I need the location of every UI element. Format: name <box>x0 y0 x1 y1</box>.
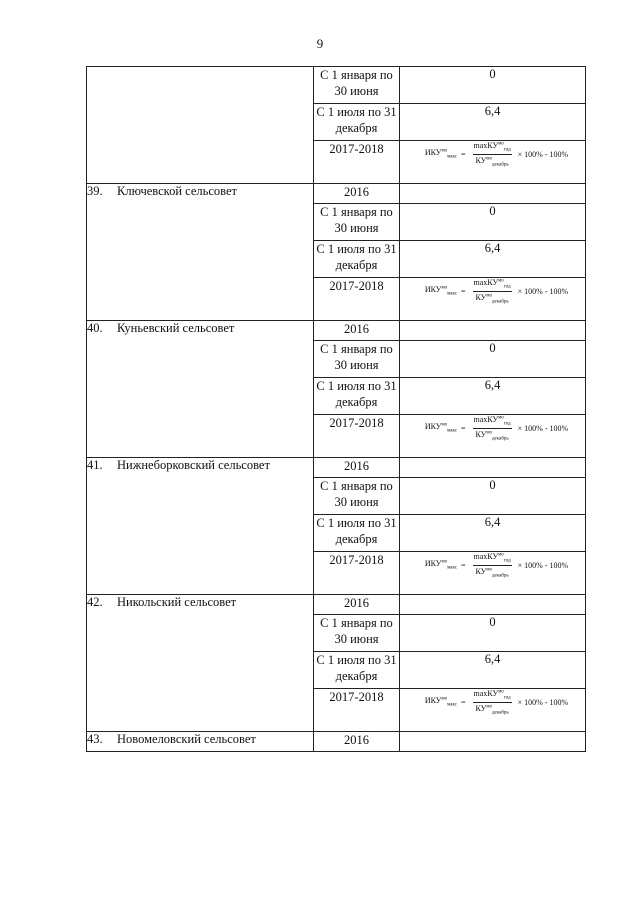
formula-den-main: КУ <box>475 292 487 302</box>
formula-num-sub: год <box>503 695 511 701</box>
formula-fraction <box>473 278 512 304</box>
formula-num-sub: год <box>503 147 511 153</box>
period-cell: 2016 <box>314 732 400 752</box>
period-cell: С 1 июля по 31 декабря <box>314 241 400 278</box>
formula-cell <box>400 278 586 321</box>
index-formula <box>400 415 585 441</box>
period-cell: 2017-2018 <box>314 552 400 595</box>
table-row <box>87 67 586 104</box>
index-formula <box>400 689 585 715</box>
formula-num-sub: год <box>503 421 511 427</box>
table-row <box>87 321 586 341</box>
formula-equals: = <box>461 697 466 707</box>
formula-denominator <box>475 155 508 168</box>
formula-num-main: maxКУ <box>473 278 499 287</box>
formula-den-sub: декабрь <box>492 162 509 168</box>
formula-numerator <box>473 141 512 155</box>
formula-num-main: maxКУ <box>473 141 499 150</box>
period-cell: С 1 января по 30 июня <box>314 478 400 515</box>
value-cell <box>400 184 586 204</box>
formula-lhs-sub: макс <box>447 291 457 297</box>
period-cell: С 1 января по 30 июня <box>314 67 400 104</box>
formula-lhs <box>425 148 457 160</box>
settlement-number: 40. <box>87 321 103 335</box>
value-cell <box>400 321 586 341</box>
table-row <box>87 595 586 615</box>
formula-tail: × 100% - 100% <box>517 149 569 159</box>
formula-den-sup: мо <box>486 292 492 298</box>
formula-num-main: maxКУ <box>473 552 499 561</box>
formula-fraction <box>473 689 512 715</box>
period-cell: 2017-2018 <box>314 278 400 321</box>
formula-lhs <box>425 559 457 571</box>
formula-cell <box>400 552 586 595</box>
formula-lhs <box>425 422 457 434</box>
settlement-name-cell <box>87 732 314 752</box>
value-cell: 0 <box>400 67 586 104</box>
settlement-name-cell <box>87 184 314 321</box>
settlement-name-cell <box>87 321 314 458</box>
period-cell: 2016 <box>314 595 400 615</box>
period-cell: С 1 июля по 31 декабря <box>314 515 400 552</box>
formula-num-sup: мо <box>498 141 504 147</box>
formula-tail: × 100% - 100% <box>517 423 569 433</box>
formula-lhs-sub: макс <box>447 428 457 434</box>
formula-lhs-main: ИКУ <box>424 696 442 706</box>
formula-num-sub: год <box>503 284 511 290</box>
settlement-number: 39. <box>87 184 103 198</box>
period-cell: 2017-2018 <box>314 415 400 458</box>
formula-lhs-main: ИКУ <box>424 148 442 158</box>
value-cell: 6,4 <box>400 378 586 415</box>
formula-cell <box>400 689 586 732</box>
formula-denominator <box>475 703 508 716</box>
formula-den-sub: декабрь <box>492 299 509 305</box>
formula-lhs-sup: мо <box>441 559 448 565</box>
formula-numerator <box>473 415 512 429</box>
formula-den-sub: декабрь <box>492 710 509 716</box>
formula-lhs-sup: мо <box>441 148 448 154</box>
formula-num-sup: мо <box>498 415 504 421</box>
formula-lhs-main: ИКУ <box>424 285 442 295</box>
formula-den-sup: мо <box>486 429 492 435</box>
formula-tail: × 100% - 100% <box>517 560 569 570</box>
formula-fraction <box>473 415 512 441</box>
formula-den-main: КУ <box>475 703 487 713</box>
settlement-number: 42. <box>87 595 103 609</box>
formula-numerator <box>473 552 512 566</box>
period-cell: 2017-2018 <box>314 689 400 732</box>
value-cell: 6,4 <box>400 241 586 278</box>
settlement-name: Нижнеборковский сельсовет <box>117 458 270 472</box>
formula-tail: × 100% - 100% <box>517 697 569 707</box>
formula-den-sub: декабрь <box>492 436 509 442</box>
period-cell: С 1 января по 30 июня <box>314 204 400 241</box>
index-formula <box>400 552 585 578</box>
formula-lhs-sup: мо <box>441 696 448 702</box>
value-cell: 0 <box>400 615 586 652</box>
settlement-name: Никольский сельсовет <box>117 595 237 609</box>
value-cell <box>400 732 586 752</box>
formula-fraction <box>473 552 512 578</box>
value-cell: 6,4 <box>400 652 586 689</box>
formula-numerator <box>473 689 512 703</box>
period-cell: 2017-2018 <box>314 141 400 184</box>
table-row <box>87 458 586 478</box>
page-number: 9 <box>316 36 324 51</box>
formula-lhs-main: ИКУ <box>424 559 442 569</box>
formula-denominator <box>475 566 508 579</box>
formula-den-sup: мо <box>486 566 492 572</box>
period-cell: С 1 января по 30 июня <box>314 341 400 378</box>
formula-lhs-sub: макс <box>447 154 457 160</box>
formula-equals: = <box>461 560 466 570</box>
formula-fraction <box>473 141 512 167</box>
table-row <box>87 732 586 752</box>
formula-num-sub: год <box>503 558 511 564</box>
index-formula <box>400 141 585 167</box>
settlement-name-cell <box>87 458 314 595</box>
period-cell: С 1 июля по 31 декабря <box>314 104 400 141</box>
formula-den-sub: декабрь <box>492 573 509 579</box>
formula-den-main: КУ <box>475 429 487 439</box>
value-cell: 6,4 <box>400 515 586 552</box>
settlement-name-cell <box>87 67 314 184</box>
formula-cell <box>400 141 586 184</box>
formula-equals: = <box>461 423 466 433</box>
period-cell: 2016 <box>314 321 400 341</box>
settlements-table-body <box>87 67 586 752</box>
formula-num-main: maxКУ <box>473 415 499 424</box>
formula-den-main: КУ <box>475 566 487 576</box>
settlements-table <box>86 66 586 752</box>
formula-num-sup: мо <box>498 689 504 695</box>
formula-cell <box>400 415 586 458</box>
value-cell: 0 <box>400 204 586 241</box>
formula-num-main: maxКУ <box>473 689 499 698</box>
formula-den-sup: мо <box>486 155 492 161</box>
formula-lhs <box>425 696 457 708</box>
index-formula <box>400 278 585 304</box>
settlement-name: Новомеловский сельсовет <box>117 732 256 746</box>
period-cell: С 1 июля по 31 декабря <box>314 378 400 415</box>
settlement-name: Куньевский сельсовет <box>117 321 235 335</box>
formula-lhs-sub: макс <box>447 702 457 708</box>
formula-lhs-sup: мо <box>441 285 448 291</box>
formula-lhs-sub: макс <box>447 565 457 571</box>
settlement-number: 41. <box>87 458 103 472</box>
table-row <box>87 184 586 204</box>
formula-equals: = <box>461 149 466 159</box>
value-cell: 0 <box>400 478 586 515</box>
formula-lhs-main: ИКУ <box>424 422 442 432</box>
formula-equals: = <box>461 286 466 296</box>
settlement-name-cell <box>87 595 314 732</box>
period-cell: 2016 <box>314 458 400 478</box>
value-cell <box>400 595 586 615</box>
formula-denominator <box>475 292 508 305</box>
formula-num-sup: мо <box>498 552 504 558</box>
formula-lhs <box>425 285 457 297</box>
value-cell: 6,4 <box>400 104 586 141</box>
period-cell: 2016 <box>314 184 400 204</box>
value-cell: 0 <box>400 341 586 378</box>
value-cell <box>400 458 586 478</box>
period-cell: С 1 января по 30 июня <box>314 615 400 652</box>
formula-lhs-sup: мо <box>441 422 448 428</box>
formula-num-sup: мо <box>498 278 504 284</box>
settlement-number: 43. <box>87 732 103 746</box>
period-cell: С 1 июля по 31 декабря <box>314 652 400 689</box>
formula-den-main: КУ <box>475 155 487 165</box>
formula-numerator <box>473 278 512 292</box>
settlement-name: Ключевской сельсовет <box>117 184 237 198</box>
formula-denominator <box>475 429 508 442</box>
formula-tail: × 100% - 100% <box>517 286 569 296</box>
formula-den-sup: мо <box>486 703 492 709</box>
